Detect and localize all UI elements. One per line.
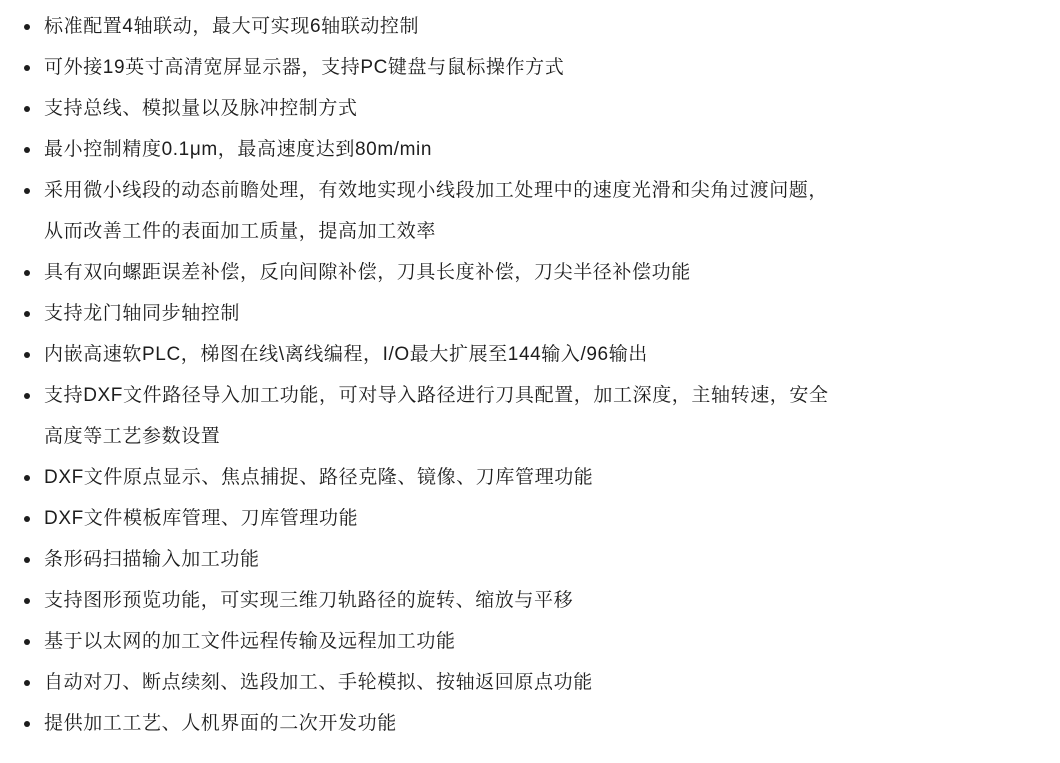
list-item bbox=[18, 334, 1036, 375]
list-item bbox=[18, 129, 1036, 170]
list-item-line: 具有双向螺距误差补偿，反向间隙补偿，刀具长度补偿，刀尖半径补偿功能 bbox=[44, 262, 691, 283]
list-item-text bbox=[44, 129, 1036, 170]
list-item-line: 支持总线、模拟量以及脉冲控制方式 bbox=[44, 98, 358, 119]
list-item-line: 高度等工艺参数设置 bbox=[44, 426, 221, 447]
list-item-text bbox=[44, 457, 1036, 498]
list-item bbox=[18, 621, 1036, 662]
list-item bbox=[18, 580, 1036, 621]
list-item-line: 采用微小线段的动态前瞻处理，有效地实现小线段加工处理中的速度光滑和尖角过渡问题， bbox=[44, 180, 829, 201]
list-item-text bbox=[44, 170, 1036, 252]
list-item bbox=[18, 375, 1036, 457]
list-item bbox=[18, 252, 1036, 293]
list-item-text bbox=[44, 293, 1036, 334]
list-item-line: 条形码扫描输入加工功能 bbox=[44, 549, 260, 570]
list-item-line: 支持龙门轴同步轴控制 bbox=[44, 303, 241, 324]
list-item-text bbox=[44, 252, 1036, 293]
list-item-text bbox=[44, 498, 1036, 539]
list-item-line: 支持图形预览功能，可实现三维刀轨路径的旋转、缩放与平移 bbox=[44, 590, 574, 611]
list-item-text bbox=[44, 539, 1036, 580]
list-item-line: 最小控制精度0.1μm，最高速度达到80m/min bbox=[44, 139, 433, 160]
list-item-text bbox=[44, 6, 1036, 47]
list-item-line: 从而改善工件的表面加工质量，提高加工效率 bbox=[44, 221, 437, 242]
list-item bbox=[18, 703, 1036, 744]
list-item bbox=[18, 293, 1036, 334]
list-item-line: DXF文件模板库管理、刀库管理功能 bbox=[44, 508, 359, 529]
feature-list bbox=[18, 6, 1036, 744]
list-item bbox=[18, 498, 1036, 539]
list-item-line: 支持DXF文件路径导入加工功能，可对导入路径进行刀具配置，加工深度，主轴转速，安全 bbox=[44, 385, 829, 406]
list-item bbox=[18, 662, 1036, 703]
list-item-text bbox=[44, 375, 1036, 457]
list-item bbox=[18, 539, 1036, 580]
list-item-line: 内嵌高速软PLC，梯图在线\离线编程，I/O最大扩展至144输入/96输出 bbox=[44, 344, 648, 365]
list-item-line: 可外接19英寸高清宽屏显示器，支持PC键盘与鼠标操作方式 bbox=[44, 57, 565, 78]
list-item-line: 自动对刀、断点续刻、选段加工、手轮模拟、按轴返回原点功能 bbox=[44, 672, 593, 693]
list-item-text bbox=[44, 621, 1036, 662]
list-item-text bbox=[44, 580, 1036, 621]
list-item-text bbox=[44, 47, 1036, 88]
list-item-text bbox=[44, 703, 1036, 744]
list-item-text bbox=[44, 88, 1036, 129]
list-item-text bbox=[44, 334, 1036, 375]
list-item-line: 提供加工工艺、人机界面的二次开发功能 bbox=[44, 713, 397, 734]
list-item-line: DXF文件原点显示、焦点捕捉、路径克隆、镜像、刀库管理功能 bbox=[44, 467, 594, 488]
list-item-text bbox=[44, 662, 1036, 703]
list-item-line: 标准配置4轴联动，最大可实现6轴联动控制 bbox=[44, 16, 420, 37]
list-item bbox=[18, 6, 1036, 47]
list-item bbox=[18, 47, 1036, 88]
list-item bbox=[18, 457, 1036, 498]
list-item bbox=[18, 88, 1036, 129]
list-item bbox=[18, 170, 1036, 252]
list-item-line: 基于以太网的加工文件远程传输及远程加工功能 bbox=[44, 631, 456, 652]
